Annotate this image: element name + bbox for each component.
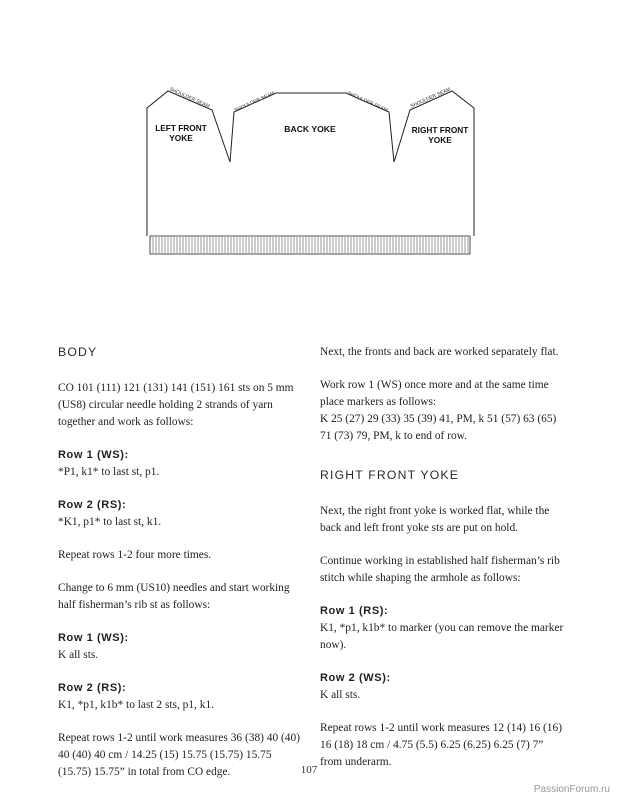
row-title: Row 1 (WS): [58,632,129,644]
label-right-front: RIGHT FRONT [411,125,469,135]
yoke-schematic-diagram [0,0,618,290]
yoke-measure-instruction: Repeat rows 1-2 until work measures 12 (14) 16 (16) 16 (18) 18 cm / 4.75 (5.5) 6.25 (6.25) 6.25 (7) 7” from underarm. [320,722,562,768]
marker-placement: K 25 (27) 29 (33) 35 (39) 41, PM, k 51 (57) 63 (65) 71 (73) 79, PM, k to end of row. [320,413,557,442]
row-text: K1, *p1, k1b* to last 2 sts, p1, k1. [58,699,214,711]
right-column [320,344,566,787]
label-right-front-2: YOKE [428,135,452,145]
schematic-outline [147,91,474,236]
yoke-row2-ws [320,670,566,704]
row-text: K1, *p1, k1b* to marker (you can remove the marker now). [320,622,564,651]
watermark: PassionForum.ru [533,784,610,795]
left-column [58,344,303,797]
seam-label-right: SHOULDER SEAM [409,86,452,110]
body-heading: BODY [58,345,98,359]
yoke-intro: Next, the right front yoke is worked flat, while the back and left front yoke sts are put on hold. [320,505,550,534]
row-text: K all sts. [58,649,99,661]
rib-row2-rs [58,680,303,714]
row-title: Row 2 (RS): [58,682,127,694]
label-left-front: LEFT FRONT [155,123,207,133]
label-left-front-2: YOKE [169,133,193,143]
row-text: *P1, k1* to last st, p1. [58,466,160,478]
seam-label-back-right: SHOULDER SEAM [346,90,389,114]
continue-instruction: Continue working in established half fisherman’s rib stitch while shaping the armhole as follows: [320,555,560,584]
body-row2-rs [58,497,303,531]
cast-on-instructions: CO 101 (111) 121 (131) 141 (151) 161 sts on 5 mm (US8) circular needle holding 2 strands of yarn together and work as follows: [58,382,294,428]
right-front-yoke-heading: RIGHT FRONT YOKE [320,468,460,482]
row-title: Row 1 (WS): [58,449,129,461]
repeat-instruction: Repeat rows 1-2 four more times. [58,549,212,561]
body-row1-ws [58,447,303,481]
change-needles-instruction: Change to 6 mm (US10) needles and start working half fisherman’s rib st as follows: [58,582,290,611]
yoke-row1-rs [320,603,566,654]
seam-label-back-left: SHOULDER SEAM [233,90,276,114]
row-text: *K1, p1* to last st, k1. [58,516,162,528]
row-text: K all sts. [320,689,361,701]
measure-instruction: Repeat rows 1-2 until work measures 36 (38) 40 (40) 40 (40) 40 cm / 14.25 (15) 15.75 (15.75) 15.75 (15.75) 15.75” in total from CO edge. [58,732,300,778]
label-back-yoke: BACK YOKE [284,124,336,134]
rib-row1-ws [58,630,303,664]
row-title: Row 2 (WS): [320,672,391,684]
page-number: 107 [300,764,318,776]
fronts-back-intro: Next, the fronts and back are worked separately flat. [320,346,559,358]
row-title: Row 1 (RS): [320,605,389,617]
seam-label-left: SHOULDER SEAM [168,86,211,110]
work-row-instruction: Work row 1 (WS) once more and at the same time place markers as follows: [320,379,549,408]
row-title: Row 2 (RS): [58,499,127,511]
